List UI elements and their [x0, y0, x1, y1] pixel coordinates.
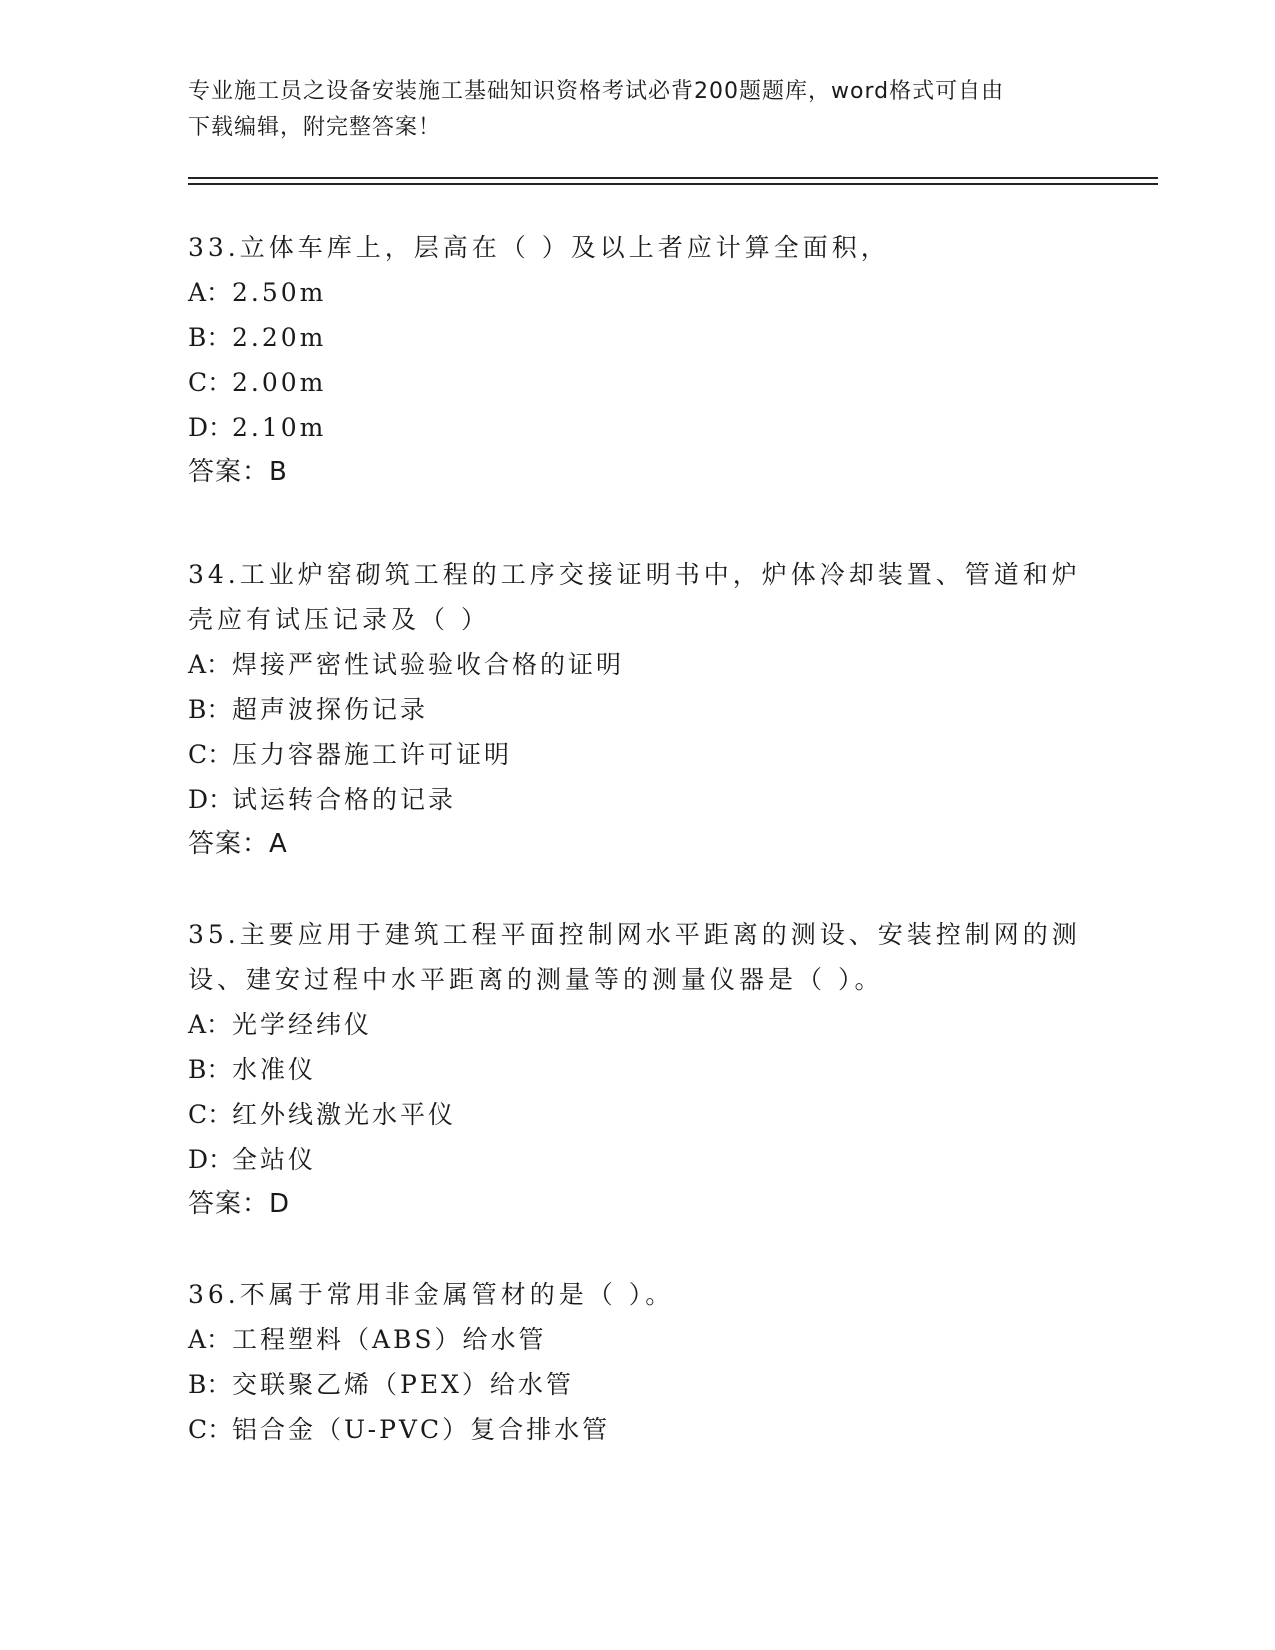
option-text: 全站仪	[232, 1145, 317, 1174]
question-34	[188, 552, 1088, 867]
option-label: D：	[188, 1145, 234, 1174]
option-text: 铝合金（U-PVC）复合排水管	[232, 1415, 611, 1444]
option-c	[188, 1407, 1088, 1452]
option-text: 超声波探伤记录	[232, 695, 429, 724]
answer-line: 答案：A	[188, 829, 288, 859]
option-d	[188, 1137, 1088, 1182]
question-stem-continued: 设、建安过程中水平距离的测量等的测量仪器是（ ）。	[188, 965, 884, 994]
answer-line: 答案：B	[188, 457, 288, 487]
option-text: 2.00m	[232, 368, 327, 397]
option-label: B：	[188, 695, 232, 724]
question-stem: 33.立体车库上，层高在（ ）及以上者应计算全面积，	[188, 233, 890, 262]
question-33	[188, 225, 1088, 495]
option-a	[188, 642, 1088, 687]
option-b	[188, 1362, 1088, 1407]
option-text: 试运转合格的记录	[232, 785, 457, 814]
option-a	[188, 1002, 1088, 1047]
option-text: 焊接严密性试验验收合格的证明	[232, 650, 625, 679]
option-label: C：	[188, 1415, 233, 1444]
option-b	[188, 1047, 1088, 1092]
header-divider-bottom	[188, 183, 1158, 185]
document-header	[188, 74, 1088, 146]
option-label: D：	[188, 413, 234, 442]
option-label: B：	[188, 1370, 232, 1399]
option-label: C：	[188, 1100, 233, 1129]
header-line-2: 下载编辑，附完整答案！	[188, 115, 442, 140]
option-text: 红外线激光水平仪	[232, 1100, 457, 1129]
option-text: 2.20m	[232, 323, 327, 352]
option-label: A：	[188, 650, 232, 679]
option-label: A：	[188, 1010, 232, 1039]
option-label: B：	[188, 323, 232, 352]
option-text: 水准仪	[232, 1055, 317, 1084]
option-a	[188, 1317, 1088, 1362]
option-text: 压力容器施工许可证明	[232, 740, 513, 769]
option-label: C：	[188, 368, 233, 397]
question-stem: 35.主要应用于建筑工程平面控制网水平距离的测设、安装控制网的测	[188, 920, 1081, 949]
option-b	[188, 315, 1088, 360]
option-text: 2.10m	[232, 413, 327, 442]
option-b	[188, 687, 1088, 732]
question-36	[188, 1272, 1088, 1452]
question-stem: 36.不属于常用非金属管材的是（ ）。	[188, 1280, 675, 1309]
header-divider-top	[188, 177, 1158, 179]
option-label: C：	[188, 740, 233, 769]
question-stem: 34.工业炉窑砌筑工程的工序交接证明书中，炉体冷却装置、管道和炉	[188, 560, 1081, 589]
option-text: 工程塑料（ABS）给水管	[232, 1325, 547, 1354]
header-line-1: 专业施工员之设备安装施工基础知识资格考试必背200题题库，word格式可自由	[188, 79, 1005, 104]
option-d	[188, 777, 1088, 822]
option-c	[188, 1092, 1088, 1137]
option-label: B：	[188, 1055, 232, 1084]
option-text: 2.50m	[232, 278, 327, 307]
question-35	[188, 912, 1088, 1227]
option-label: A：	[188, 278, 232, 307]
option-text: 光学经纬仪	[232, 1010, 373, 1039]
option-a	[188, 270, 1088, 315]
question-stem-continued: 壳应有试压记录及（ ）	[188, 605, 490, 634]
option-c	[188, 732, 1088, 777]
option-d	[188, 405, 1088, 450]
option-c	[188, 360, 1088, 405]
answer-line: 答案：D	[188, 1189, 291, 1219]
option-label: D：	[188, 785, 234, 814]
option-label: A：	[188, 1325, 232, 1354]
option-text: 交联聚乙烯（PEX）给水管	[232, 1370, 574, 1399]
